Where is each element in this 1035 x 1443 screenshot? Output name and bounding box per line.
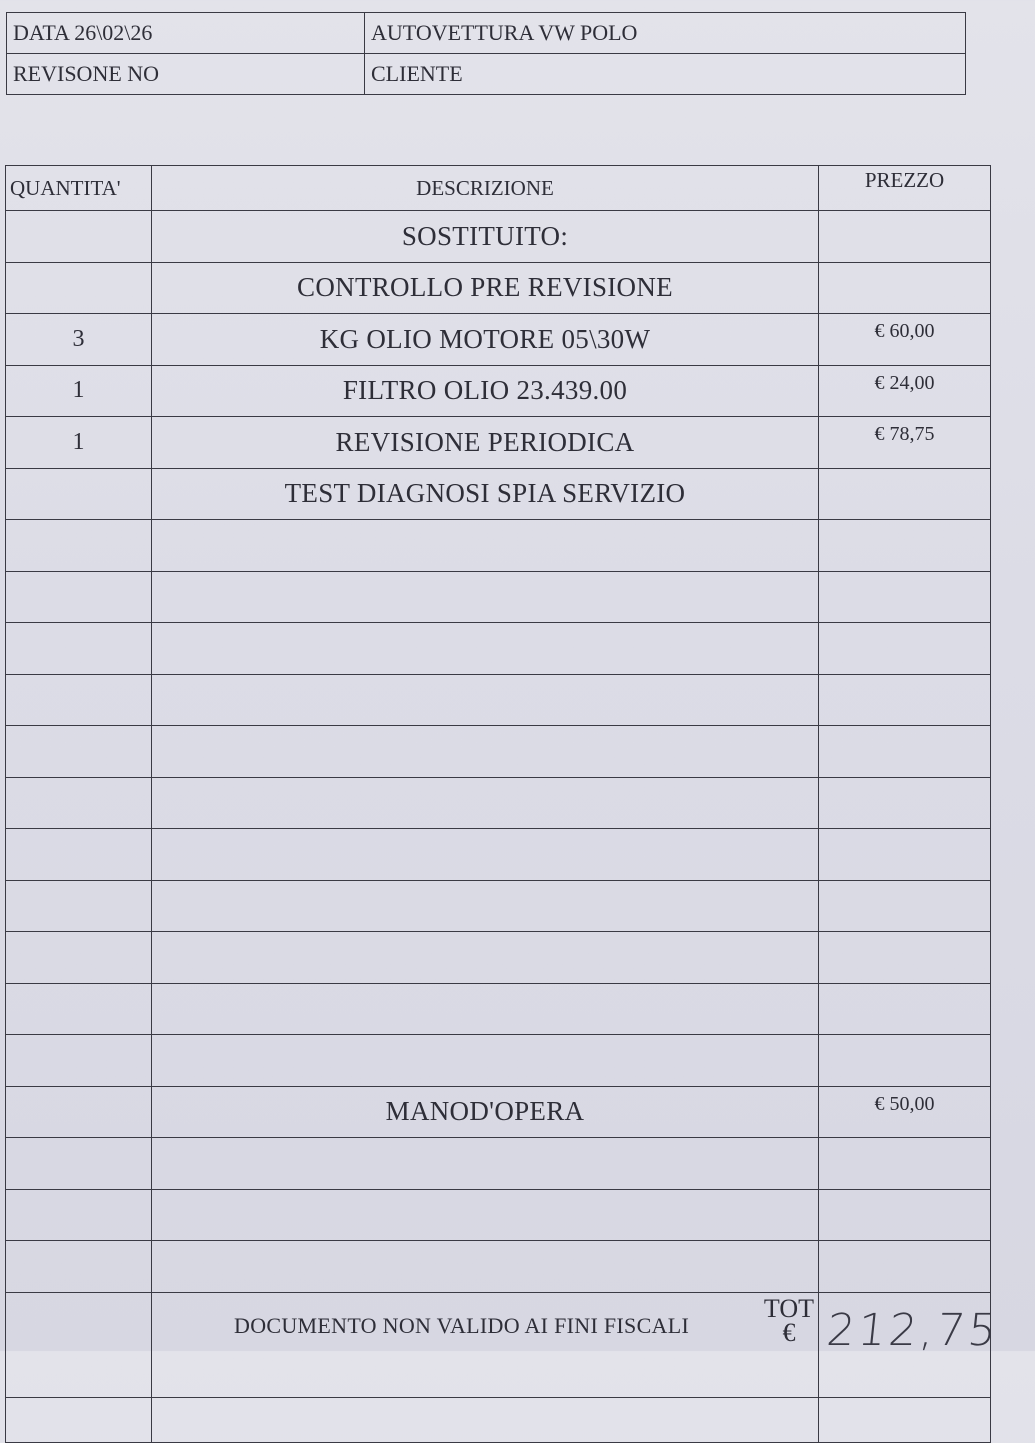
qty-cell <box>6 829 152 881</box>
header-table <box>6 12 966 95</box>
table-row <box>6 1189 991 1241</box>
price-cell: € 50,00 <box>819 1086 991 1138</box>
table-row <box>6 211 991 263</box>
total-row <box>6 1292 991 1397</box>
price-cell: € 78,75 <box>819 417 991 469</box>
qty-cell: 1 <box>6 417 152 469</box>
price-cell <box>819 674 991 726</box>
description-column-header: DESCRIZIONE <box>152 166 819 211</box>
qty-cell <box>6 623 152 675</box>
total-label-cell <box>152 1292 819 1397</box>
table-row <box>6 1241 991 1293</box>
table-row <box>6 571 991 623</box>
price-cell <box>819 983 991 1035</box>
price-cell <box>819 932 991 984</box>
price-cell <box>819 1138 991 1190</box>
quantity-column-header: QUANTITA' <box>6 166 152 211</box>
footer-disclaimer: DOCUMENTO NON VALIDO AI FINI FISCALI <box>234 1313 690 1338</box>
table-row <box>6 880 991 932</box>
price-cell <box>819 468 991 520</box>
table-row <box>6 1397 991 1443</box>
total-value: 212,75 <box>813 1292 996 1397</box>
table-row <box>6 262 991 314</box>
qty-cell <box>6 880 152 932</box>
table-row <box>6 777 991 829</box>
price-cell <box>819 623 991 675</box>
qty-cell <box>6 571 152 623</box>
description-cell: MANOD'OPERA <box>152 1086 819 1138</box>
description-cell <box>152 777 819 829</box>
qty-cell <box>6 520 152 572</box>
price-cell <box>819 211 991 263</box>
vehicle-field: AUTOVETTURA VW POLO <box>365 13 966 54</box>
total-label: TOT <box>763 1293 814 1323</box>
table-row <box>6 468 991 520</box>
price-cell <box>819 1035 991 1087</box>
price-column-header: PREZZO <box>819 166 991 211</box>
price-cell <box>819 520 991 572</box>
table-row <box>6 520 991 572</box>
table-row <box>6 726 991 778</box>
table-row <box>6 365 991 417</box>
description-cell: FILTRO OLIO 23.439.00 <box>152 365 819 417</box>
price-cell <box>819 1189 991 1241</box>
total-qty-cell <box>6 1292 152 1397</box>
table-row <box>6 829 991 881</box>
revision-number-field: REVISONE NO <box>7 54 365 95</box>
table-header-row <box>6 166 991 211</box>
description-cell <box>152 1138 819 1190</box>
description-cell: REVISIONE PERIODICA <box>152 417 819 469</box>
description-cell <box>152 520 819 572</box>
description-cell <box>152 1397 819 1443</box>
qty-cell <box>6 468 152 520</box>
description-cell: CONTROLLO PRE REVISIONE <box>152 262 819 314</box>
price-cell <box>819 262 991 314</box>
description-cell <box>152 623 819 675</box>
qty-cell <box>6 1397 152 1443</box>
qty-cell <box>6 1138 152 1190</box>
client-field: CLIENTE <box>365 54 966 95</box>
price-cell <box>819 1397 991 1443</box>
table-row <box>6 1138 991 1190</box>
description-cell <box>152 829 819 881</box>
description-cell: KG OLIO MOTORE 05\30W <box>152 314 819 366</box>
description-cell <box>152 726 819 778</box>
qty-cell <box>6 1035 152 1087</box>
table-row <box>6 932 991 984</box>
description-cell <box>152 571 819 623</box>
qty-cell <box>6 726 152 778</box>
description-cell: TEST DIAGNOSI SPIA SERVIZIO <box>152 468 819 520</box>
qty-cell <box>6 1086 152 1138</box>
qty-cell: 1 <box>6 365 152 417</box>
qty-cell <box>6 674 152 726</box>
table-row <box>6 983 991 1035</box>
qty-cell <box>6 211 152 263</box>
description-cell <box>152 983 819 1035</box>
qty-cell <box>6 262 152 314</box>
description-cell <box>152 1035 819 1087</box>
date-field: DATA 26\02\26 <box>7 13 365 54</box>
items-table <box>5 165 1002 1443</box>
qty-cell <box>6 932 152 984</box>
table-row <box>6 623 991 675</box>
qty-cell: 3 <box>6 314 152 366</box>
price-cell <box>819 726 991 778</box>
description-cell: SOSTITUITO: <box>152 211 819 263</box>
description-cell <box>152 880 819 932</box>
table-row <box>6 1035 991 1087</box>
price-cell <box>819 829 991 881</box>
table-row <box>6 417 991 469</box>
table-row <box>6 1086 991 1138</box>
table-row <box>6 674 991 726</box>
qty-cell <box>6 1241 152 1293</box>
price-cell <box>819 571 991 623</box>
table-row <box>6 314 991 366</box>
price-cell <box>819 777 991 829</box>
qty-cell <box>6 1189 152 1241</box>
description-cell <box>152 932 819 984</box>
description-cell <box>152 674 819 726</box>
description-cell <box>152 1189 819 1241</box>
description-cell <box>152 1241 819 1293</box>
price-cell <box>819 1241 991 1293</box>
price-cell: € 24,00 <box>819 365 991 417</box>
price-cell <box>819 880 991 932</box>
qty-cell <box>6 777 152 829</box>
price-cell: € 60,00 <box>819 314 991 366</box>
total-currency: € <box>782 1317 796 1347</box>
qty-cell <box>6 983 152 1035</box>
